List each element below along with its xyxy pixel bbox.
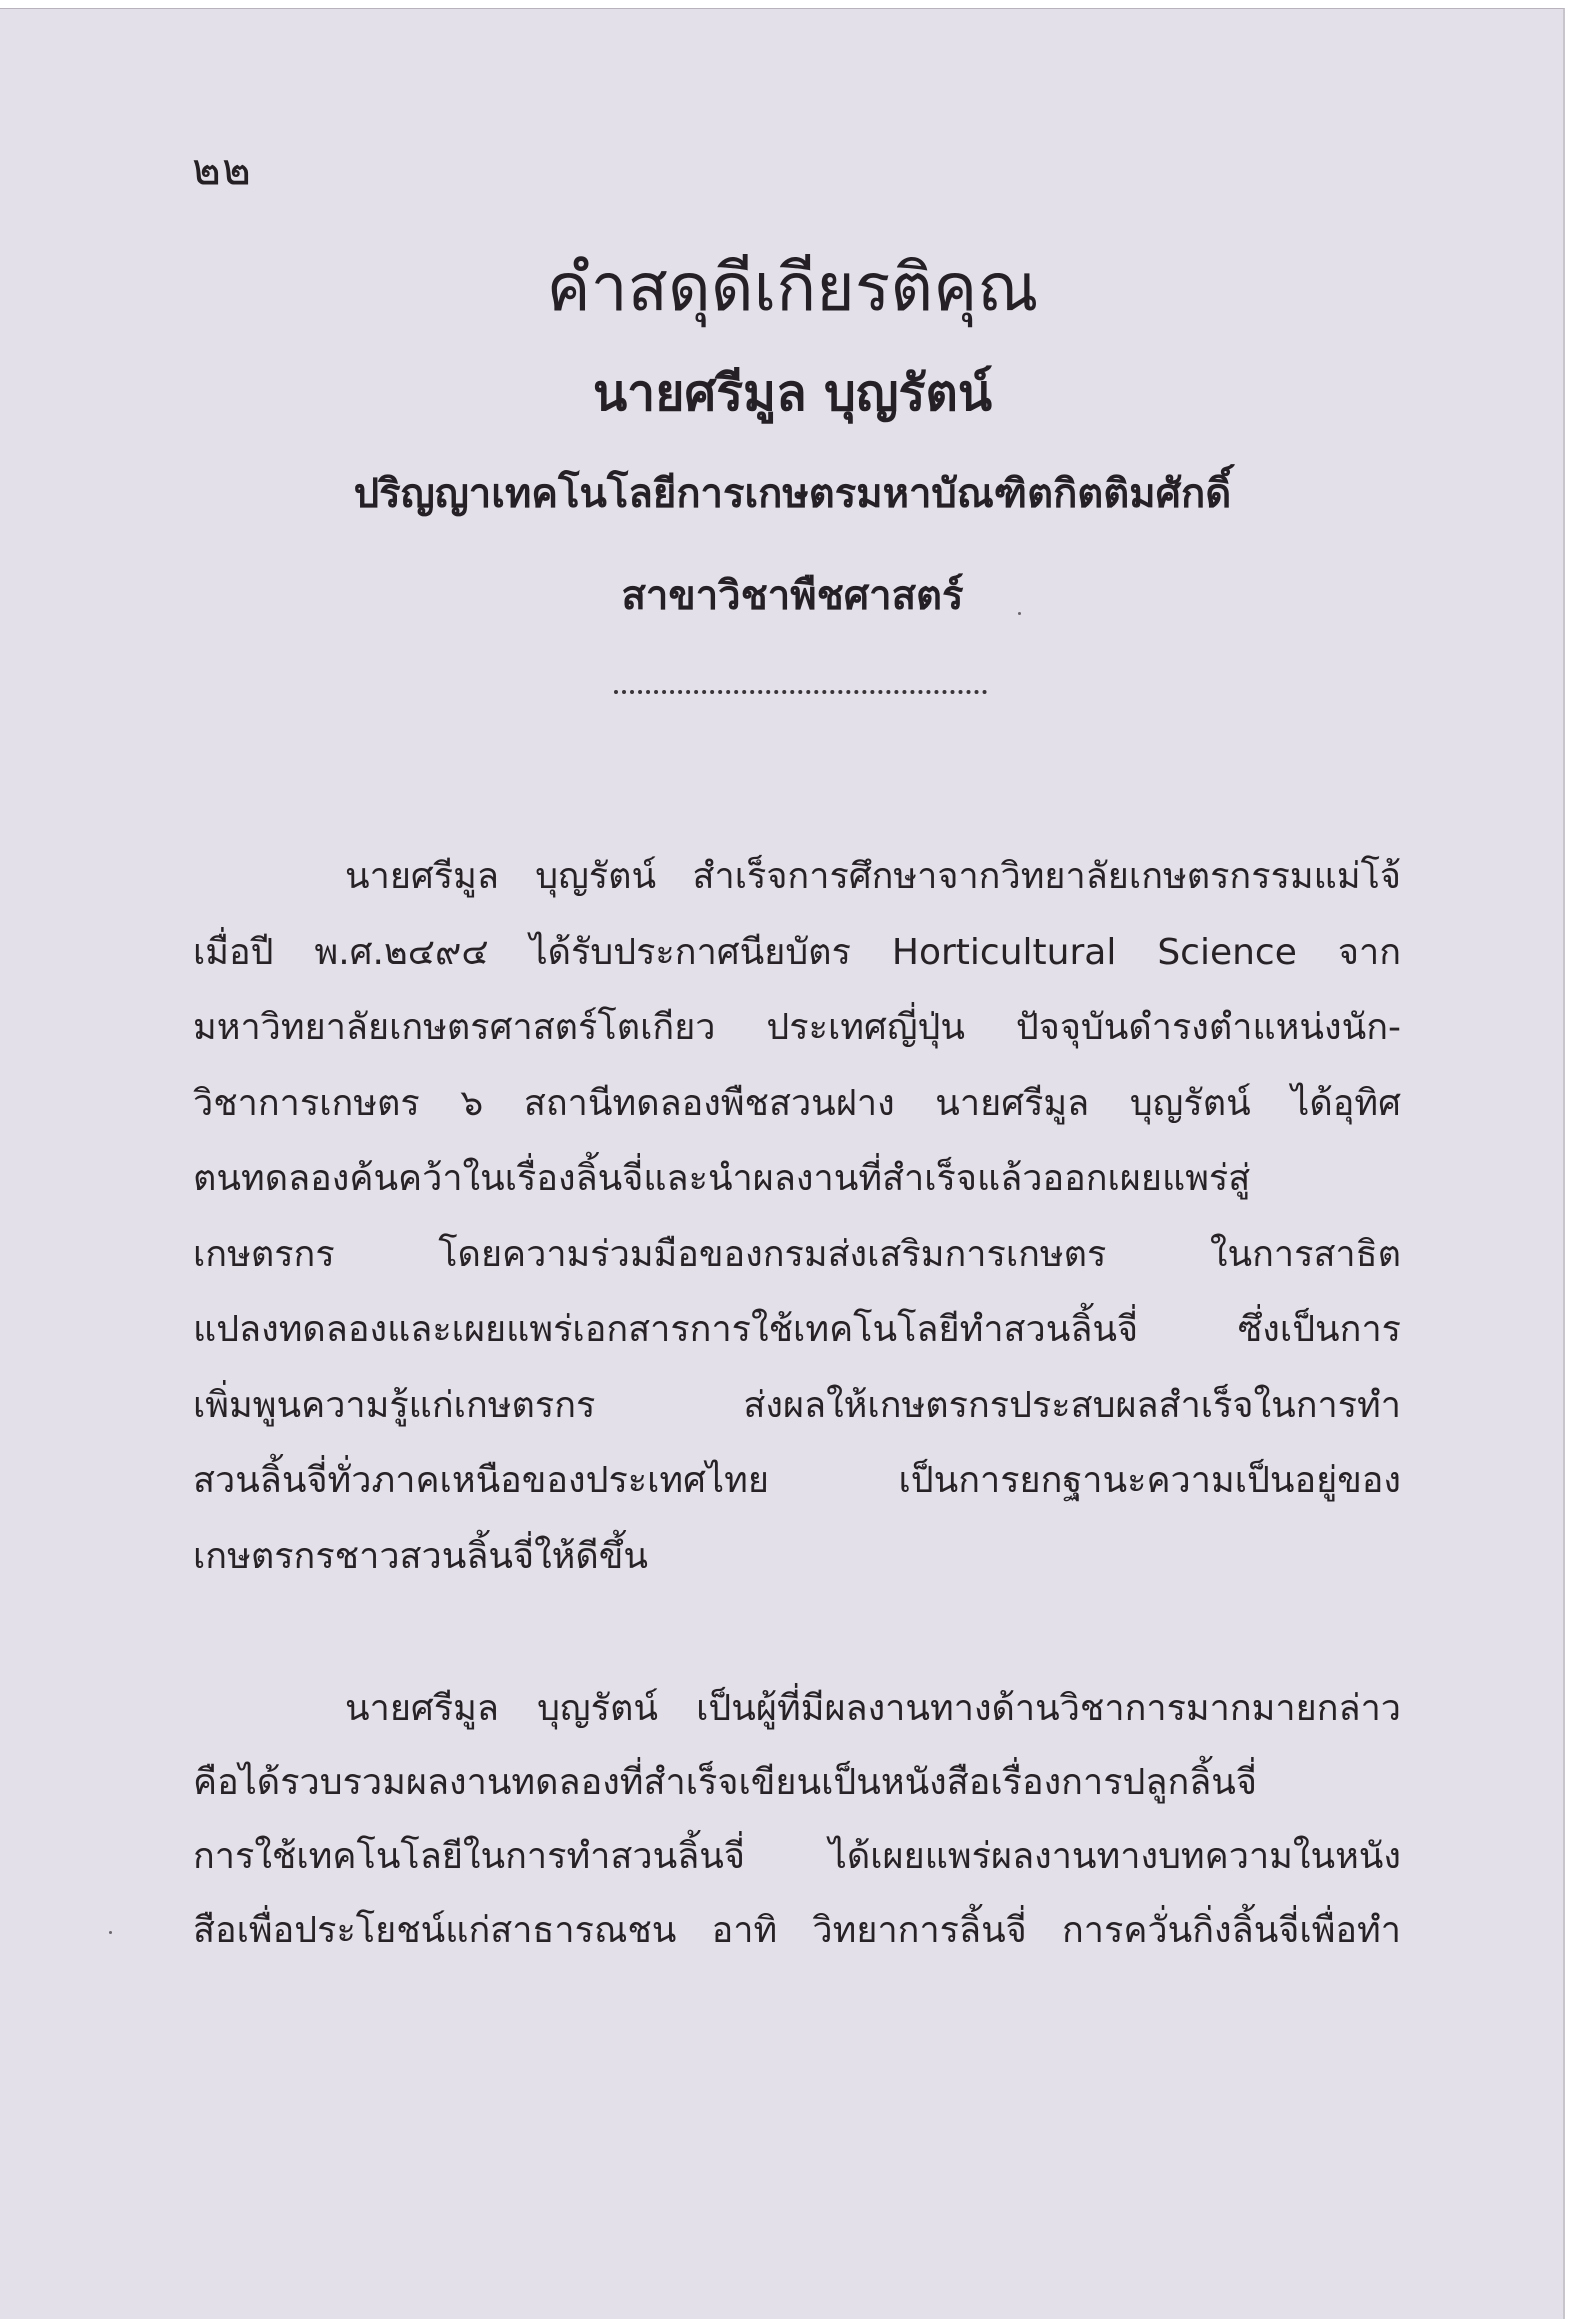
degree-title: ปริญญาเทคโนโลยีการเกษตรมหาบัณฑิตกิตติมศักดิ์ [353,471,1232,517]
paragraph-line: ตนทดลองค้นคว้าในเรื่องลิ้นจี่และนำผลงานที่สำเร็จแล้วออกเผยแพร่สู่ [193,1158,1251,1199]
body-paragraph [193,1672,1401,1968]
document-page [0,8,1565,2319]
paragraph-line: สือเพื่อประโยชน์แก่สาธารณชน อาทิ วิทยาการลิ้นจี่ การควั่นกิ่งลิ้นจี่เพื่อทำ [193,1910,1401,1951]
dotted-divider [614,690,987,694]
paper-speck [1018,612,1021,615]
paragraph-line: สวนลิ้นจี่ทั่วภาคเหนือของประเทศไทย เป็นการยกฐานะความเป็นอยู่ของ [193,1460,1401,1501]
honoree-name: นายศรีมูล บุญรัตน์ [593,364,992,422]
paragraph-line: เกษตรกร โดยความร่วมมือของกรมส่งเสริมการเกษตร ในการสาธิต [193,1233,1401,1275]
paragraph-line: นายศรีมูล บุญรัตน์ เป็นผู้ที่มีผลงานทางด้านวิชาการมากมายกล่าว [345,1688,1401,1729]
paragraph-line: แปลงทดลองและเผยแพร่เอกสารการใช้เทคโนโลยีทำสวนลิ้นจี่ ซึ่งเป็นการ [193,1309,1401,1350]
page-number: ๒๒ [192,144,253,195]
paragraph-line: เกษตรกรชาวสวนลิ้นจี่ให้ดีขึ้น [193,1535,649,1577]
paper-speck [109,1931,112,1934]
paragraph-line: เพิ่มพูนความรู้แก่เกษตรกร ส่งผลให้เกษตรกรประสบผลสำเร็จในการทำ [193,1384,1401,1426]
field-of-study: สาขาวิชาพืชศาสตร์ [621,573,964,619]
paragraph-line: มหาวิทยาลัยเกษตรศาสตร์โตเกียว ประเทศญี่ปุ่น ปัจจุบันดำรงตำแหน่งนัก- [193,1007,1401,1048]
paragraph-line: การใช้เทคโนโลยีในการทำสวนลิ้นจี่ ได้เผยแพร่ผลงานทางบทความในหนัง [193,1836,1401,1877]
paragraph-line: นายศรีมูล บุญรัตน์ สำเร็จการศึกษาจากวิทยาลัยเกษตรกรรมแม่โจ้ [345,856,1401,897]
body-paragraph [193,839,1401,1594]
paragraph-line: เมื่อปี พ.ศ.๒๔๙๔ ได้รับประกาศนียบัตร Horticultural Science จาก [193,931,1401,973]
page-title: คำสดุดีเกียรติคุณ [546,249,1039,326]
paragraph-line: คือได้รวบรวมผลงานทดลองที่สำเร็จเขียนเป็นหนังสือเรื่องการปลูกลิ้นจี่ [193,1762,1258,1803]
paragraph-line: วิชาการเกษตร ๖ สถานีทดลองพืชสวนฝาง นายศรีมูล บุญรัตน์ ได้อุทิศ [193,1082,1401,1124]
